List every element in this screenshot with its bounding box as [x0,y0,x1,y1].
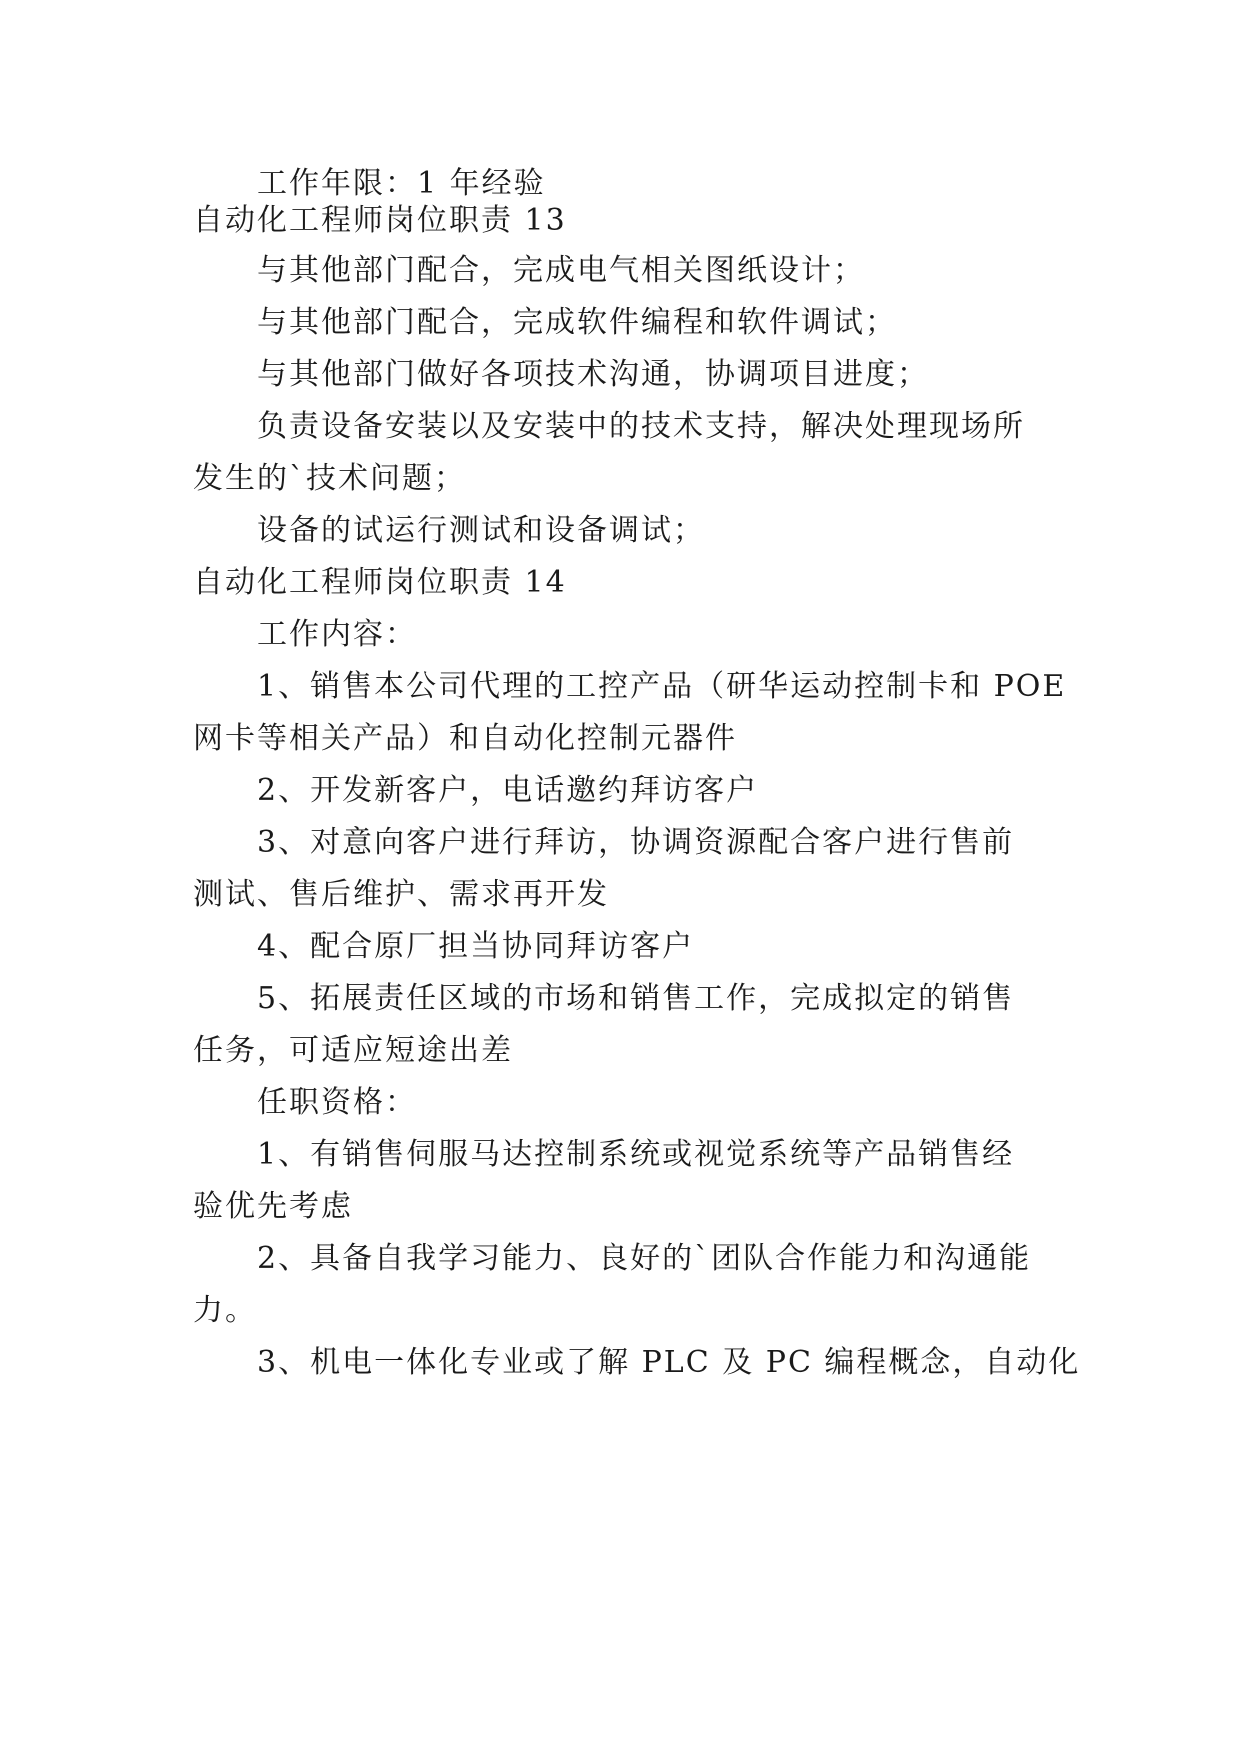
content-item: 4、配合原厂担当协同拜访客户 [257,929,695,964]
qualification-item: 3、机电一体化专业或了解 PLC 及 PC 编程概念，自动化 [257,1345,1081,1380]
content-item-continued: 测试、售后维护、需求再开发 [193,877,609,912]
duty-line-continued: 发生的`技术问题； [193,461,466,496]
work-years-line: 工作年限：1 年经验 [257,166,546,201]
work-content-heading: 工作内容： [257,617,417,652]
section-heading-14: 自动化工程师岗位职责 14 [193,565,567,600]
qualifications-heading: 任职资格： [257,1085,417,1120]
section-heading-13: 自动化工程师岗位职责 13 [193,203,567,238]
duty-line: 与其他部门配合，完成电气相关图纸设计； [257,253,865,288]
duty-line: 负责设备安装以及安装中的技术支持，解决处理现场所 [257,409,1025,444]
content-item: 1、销售本公司代理的工控产品（研华运动控制卡和 POE [257,669,1067,704]
duty-line: 与其他部门做好各项技术沟通，协调项目进度； [257,357,929,392]
content-item: 5、拓展责任区域的市场和销售工作，完成拟定的销售 [257,981,1015,1016]
content-item-continued: 网卡等相关产品）和自动化控制元器件 [193,721,737,756]
qualification-item: 1、有销售伺服马达控制系统或视觉系统等产品销售经 [257,1137,1015,1172]
content-item: 2、开发新客户，电话邀约拜访客户 [257,773,759,808]
content-item-continued: 任务，可适应短途出差 [193,1033,513,1068]
qualification-item-continued: 力。 [193,1293,257,1328]
duty-line: 设备的试运行测试和设备调试； [257,513,705,548]
qualification-item-continued: 验优先考虑 [193,1189,353,1224]
content-item: 3、对意向客户进行拜访，协调资源配合客户进行售前 [257,825,1015,860]
qualification-item: 2、具备自我学习能力、良好的`团队合作能力和沟通能 [257,1241,1032,1276]
duty-line: 与其他部门配合，完成软件编程和软件调试； [257,305,897,340]
